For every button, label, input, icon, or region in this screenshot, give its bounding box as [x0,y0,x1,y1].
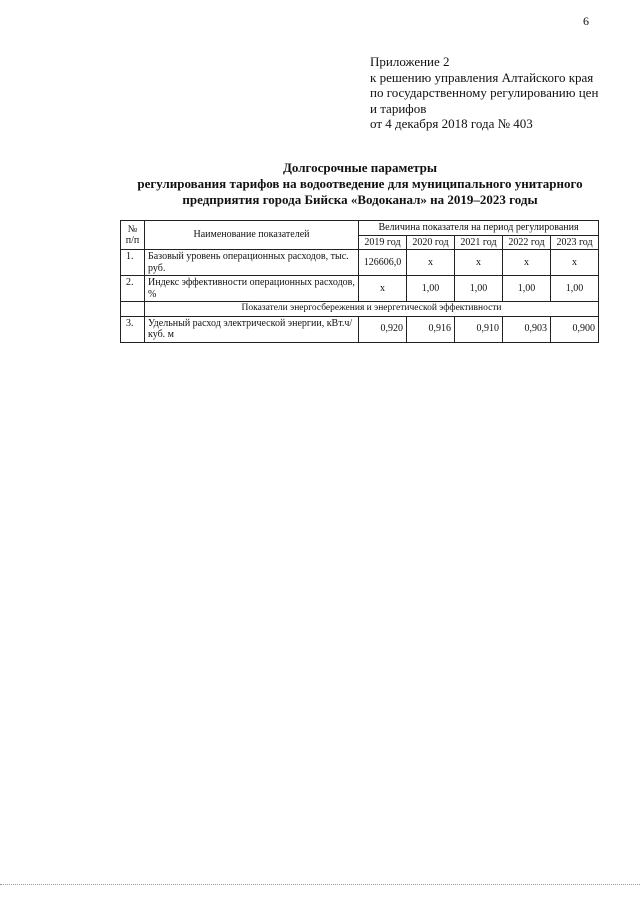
row-value: x [455,250,503,276]
row-value: 0,900 [551,316,599,342]
footer-divider [0,884,640,885]
row-value: x [551,250,599,276]
header-row [121,221,599,236]
header-year: 2021 год [455,235,503,250]
section-label: Показатели энергосбережения и энергетической эффективности [145,302,599,317]
row-value: x [503,250,551,276]
appendix-line: к решению управления Алтайского края [370,69,594,85]
page-number: 6 [583,14,589,28]
row-value: 0,920 [359,316,407,342]
row-value: 126606,0 [359,250,407,276]
row-value: 1,00 [455,276,503,302]
section-row [121,302,599,317]
section-num-cell [121,302,145,317]
appendix-line: по государственному регулированию цен [370,85,599,100]
row-num: 3. [121,316,145,342]
header-year: 2023 год [551,235,599,250]
appendix-line: от 4 декабря 2018 года № 403 [370,116,533,131]
row-name: Индекс эффективности операционных расходов, % [145,276,359,302]
row-value: 1,00 [407,276,455,302]
header-year: 2019 год [359,235,407,250]
row-num: 2. [121,276,145,302]
row-value: 0,903 [503,316,551,342]
table-row [121,276,599,302]
row-name: Базовый уровень операционных расходов, тыс. руб. [145,250,359,276]
table-row [121,250,599,276]
appendix-line: Приложение 2 [370,54,450,69]
document-title [100,160,620,208]
appendix-block [370,54,620,132]
title-line: Долгосрочные параметры [282,160,438,175]
header-value-group: Величина показателя на период регулирования [359,221,599,236]
header-year: 2022 год [503,235,551,250]
header-num: № п/п [121,221,145,250]
row-value: 0,916 [407,316,455,342]
row-num: 1. [121,250,145,276]
row-value: 0,910 [455,316,503,342]
row-value: 1,00 [551,276,599,302]
appendix-line: и тарифов [370,100,427,116]
title-line: регулирования тарифов на водоотведение для муниципального унитарного [137,176,583,191]
title-line: предприятия города Бийска «Водоканал» на 2019–2023 годы [182,192,538,207]
parameters-table [120,220,599,343]
row-name: Удельный расход электрической энергии, кВт.ч/куб. м [145,316,359,342]
row-value: x [407,250,455,276]
header-year: 2020 год [407,235,455,250]
row-value: x [359,276,407,302]
header-name: Наименование показателей [145,221,359,250]
table-row [121,316,599,342]
row-value: 1,00 [503,276,551,302]
